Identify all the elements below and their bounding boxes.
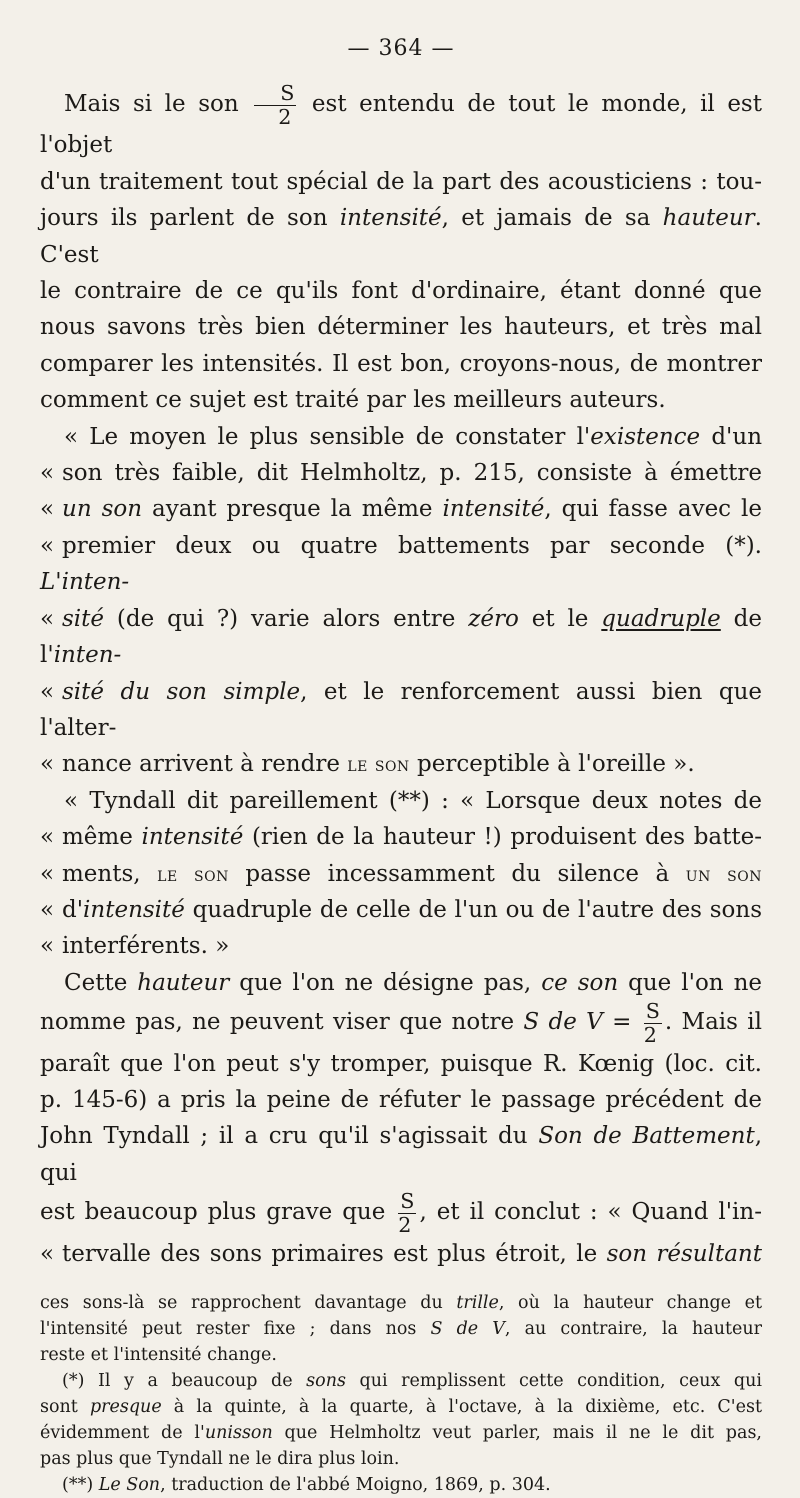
text-span: John Tyndall ; il a cru qu'il s'agissait du xyxy=(40,1123,539,1150)
text-span: nomme pas, ne peuvent viser que notre xyxy=(40,1009,524,1036)
fraction-denominator: 2 xyxy=(278,104,292,129)
emphasis: S de V xyxy=(430,1319,505,1339)
text-line xyxy=(40,965,762,1001)
emphasis: sons xyxy=(306,1371,346,1391)
text-line xyxy=(40,674,762,747)
quote-mark: « xyxy=(40,896,55,923)
text-span: , où la hauteur change et xyxy=(498,1293,763,1313)
text-span: tervalle des sons primaires est plus étroit, le xyxy=(62,1240,607,1267)
text-span: , qui fasse avec le xyxy=(544,496,762,523)
text-span: jours ils parlent de son xyxy=(40,205,340,232)
text-line: d'un traitement tout spécial de la part des acousticiens : tou- xyxy=(40,168,762,195)
fraction-s-over-2 xyxy=(398,1191,416,1235)
text-line xyxy=(40,856,762,892)
text-span: , et il conclut : « Quand l'in- xyxy=(419,1199,762,1226)
text-span: . Mais il xyxy=(664,1009,762,1036)
page-number: — 364 — xyxy=(347,36,455,61)
text-line xyxy=(40,1118,762,1191)
emphasis: intensité xyxy=(339,205,442,232)
paragraph-tyndall-quote xyxy=(40,783,762,965)
emphasis: son résultant xyxy=(606,1240,762,1267)
text-span: que Helmholtz veut parler, mais il ne le dit pas, xyxy=(272,1423,762,1443)
text-span: ces sons-là se rapprochent davantage du xyxy=(40,1293,457,1313)
text-line xyxy=(40,528,762,601)
text-line: comment ce sujet est traité par les meilleurs auteurs. xyxy=(40,387,666,414)
emphasis: hauteur xyxy=(662,205,755,232)
text-span: = xyxy=(602,1009,641,1036)
emphasis: inten- xyxy=(53,642,122,669)
text-line: pas plus que Tyndall ne le dira plus loin. xyxy=(40,1449,400,1469)
text-line: p. 145-6) a pris la peine de réfuter le passage précédent de xyxy=(40,1086,762,1113)
text-line xyxy=(40,819,762,855)
text-line xyxy=(40,928,762,964)
emphasis: L'inten- xyxy=(40,569,130,596)
text-line xyxy=(40,1001,762,1045)
footnote-2 xyxy=(40,1472,762,1498)
emphasis: intensité xyxy=(141,824,244,851)
text-line: paraît que l'on peut s'y tromper, puisque R. Kœnig (loc. cit. xyxy=(40,1050,762,1077)
emphasis: Le Son xyxy=(98,1475,161,1495)
emphasis: existence xyxy=(590,423,701,450)
text-line: reste et l'intensité change. xyxy=(40,1345,277,1365)
fraction-numerator: S xyxy=(400,1189,415,1214)
text-line xyxy=(40,200,762,273)
text-span: , traduction de l'abbé Moigno, 1869, p. 304. xyxy=(160,1475,551,1495)
text-span: Mais si le son xyxy=(64,91,252,118)
small-caps: le son xyxy=(347,752,410,777)
emphasis: trille xyxy=(456,1293,499,1313)
quote-mark: « xyxy=(40,605,55,632)
emphasis: intensité xyxy=(83,896,185,923)
text-line: nous savons très bien déterminer les hauteurs, et très mal xyxy=(40,314,762,341)
text-span: évidemment de l' xyxy=(40,1423,205,1443)
text-span: Cette xyxy=(64,969,138,996)
text-span: , et le renforcement aussi bien que l'alter- xyxy=(40,678,762,741)
text-span: de l' xyxy=(40,605,762,669)
footnote-continuation xyxy=(40,1290,762,1368)
text-span: nance arrivent à rendre xyxy=(62,751,348,778)
fraction-numerator: S xyxy=(254,83,296,106)
fraction-s-over-2 xyxy=(644,1001,662,1045)
text-span: est beaucoup plus grave que xyxy=(40,1199,396,1226)
text-line xyxy=(40,892,762,928)
emphasis: presque xyxy=(89,1397,162,1417)
text-line: comparer les intensités. Il est bon, croyons-nous, de montrer xyxy=(40,350,762,377)
text-line xyxy=(40,491,762,527)
emphasis: sité xyxy=(62,605,105,632)
small-caps: un son xyxy=(685,861,762,886)
quote-mark: « xyxy=(40,532,55,559)
text-span: sont xyxy=(40,1397,90,1417)
paragraph-intro xyxy=(40,83,762,419)
text-line xyxy=(40,1394,762,1420)
text-span: son très faible, dit Helmholtz, p. 215, consiste à émettre xyxy=(62,460,762,487)
text-line: le contraire de ce qu'ils font d'ordinaire, étant donné que xyxy=(40,278,762,305)
emphasis: sité du son simple xyxy=(62,678,301,705)
text-line xyxy=(40,1472,762,1498)
fraction-numerator: S xyxy=(645,999,660,1024)
text-span: est entendu de tout le monde, il est l'objet xyxy=(40,91,762,159)
emphasis: intensité xyxy=(442,496,545,523)
emphasis: Son de Battement xyxy=(538,1123,755,1150)
text-line xyxy=(40,1316,762,1342)
text-span: que l'on ne désigne pas, xyxy=(229,969,542,996)
text-span: qui remplissent cette condition, ceux qui xyxy=(345,1371,762,1391)
quote-mark: « xyxy=(40,933,55,960)
text-span: à la quinte, à la quarte, à l'octave, à la dixième, etc. C'est xyxy=(161,1397,762,1417)
main-text xyxy=(40,83,762,1272)
text-span: « Le moyen le plus sensible de constater l' xyxy=(64,423,591,450)
footnote-1 xyxy=(40,1368,762,1472)
text-line xyxy=(40,1368,762,1394)
text-line xyxy=(40,1420,762,1446)
quote-mark: « xyxy=(40,751,55,778)
emphasis: zéro xyxy=(468,605,519,632)
text-line xyxy=(40,601,762,674)
quote-mark: « xyxy=(40,496,55,523)
text-line: « Tyndall dit pareillement (**) : « Lorsque deux notes de xyxy=(64,787,762,814)
text-span: , au contraire, la hauteur xyxy=(504,1319,762,1339)
fraction-denominator: 2 xyxy=(643,1022,657,1047)
paragraph-helmholtz-quote xyxy=(40,419,762,783)
text-span: premier deux ou quatre battements par seconde (*). xyxy=(62,532,762,559)
text-span: et le xyxy=(518,605,602,632)
text-span: ayant presque la même xyxy=(142,496,443,523)
quote-mark: « xyxy=(40,1240,55,1267)
text-span: interférents. » xyxy=(62,933,230,960)
fraction-s-over-2 xyxy=(254,83,296,127)
text-span: (*) Il y a beaucoup de xyxy=(62,1371,307,1391)
text-span: (rien de la hauteur !) produisent des batte- xyxy=(243,824,762,851)
emphasis-underlined: quadruple xyxy=(601,605,721,632)
fraction-denominator: 2 xyxy=(398,1212,412,1237)
emphasis: un son xyxy=(62,496,143,523)
text-span: passe incessamment du silence à xyxy=(228,860,686,887)
text-span: d'un xyxy=(700,423,763,450)
text-line xyxy=(40,1236,762,1272)
emphasis: hauteur xyxy=(137,969,230,996)
quote-mark: « xyxy=(40,678,55,705)
footnotes xyxy=(40,1290,762,1498)
text-span: quadruple de celle de l'un ou de l'autre des sons xyxy=(184,896,762,923)
text-span: , et jamais de sa xyxy=(441,205,663,232)
text-span: l'intensité peut rester fixe ; dans nos xyxy=(40,1319,431,1339)
emphasis: S de V xyxy=(523,1009,603,1036)
text-line xyxy=(40,455,762,491)
text-span: (**) xyxy=(62,1475,99,1495)
emphasis: unisson xyxy=(204,1423,273,1443)
quote-mark: « xyxy=(40,860,55,887)
text-span: d' xyxy=(62,896,84,923)
text-span: , qui xyxy=(40,1123,763,1186)
text-span: ments, xyxy=(62,860,158,887)
text-line xyxy=(40,419,762,455)
text-line xyxy=(40,83,762,164)
text-span: . C'est xyxy=(40,205,762,268)
text-span: perceptible à l'oreille ». xyxy=(409,751,695,778)
text-line xyxy=(40,1290,762,1316)
quote-mark: « xyxy=(40,824,55,851)
text-span: (de qui ?) varie alors entre xyxy=(104,605,469,632)
small-caps: le son xyxy=(157,861,229,886)
text-span: que l'on ne xyxy=(618,969,763,996)
text-line xyxy=(40,746,762,782)
text-span: même xyxy=(62,824,142,851)
emphasis: ce son xyxy=(541,969,619,996)
paragraph-koenig xyxy=(40,965,762,1272)
quote-mark: « xyxy=(40,460,55,487)
text-line xyxy=(40,1191,762,1235)
